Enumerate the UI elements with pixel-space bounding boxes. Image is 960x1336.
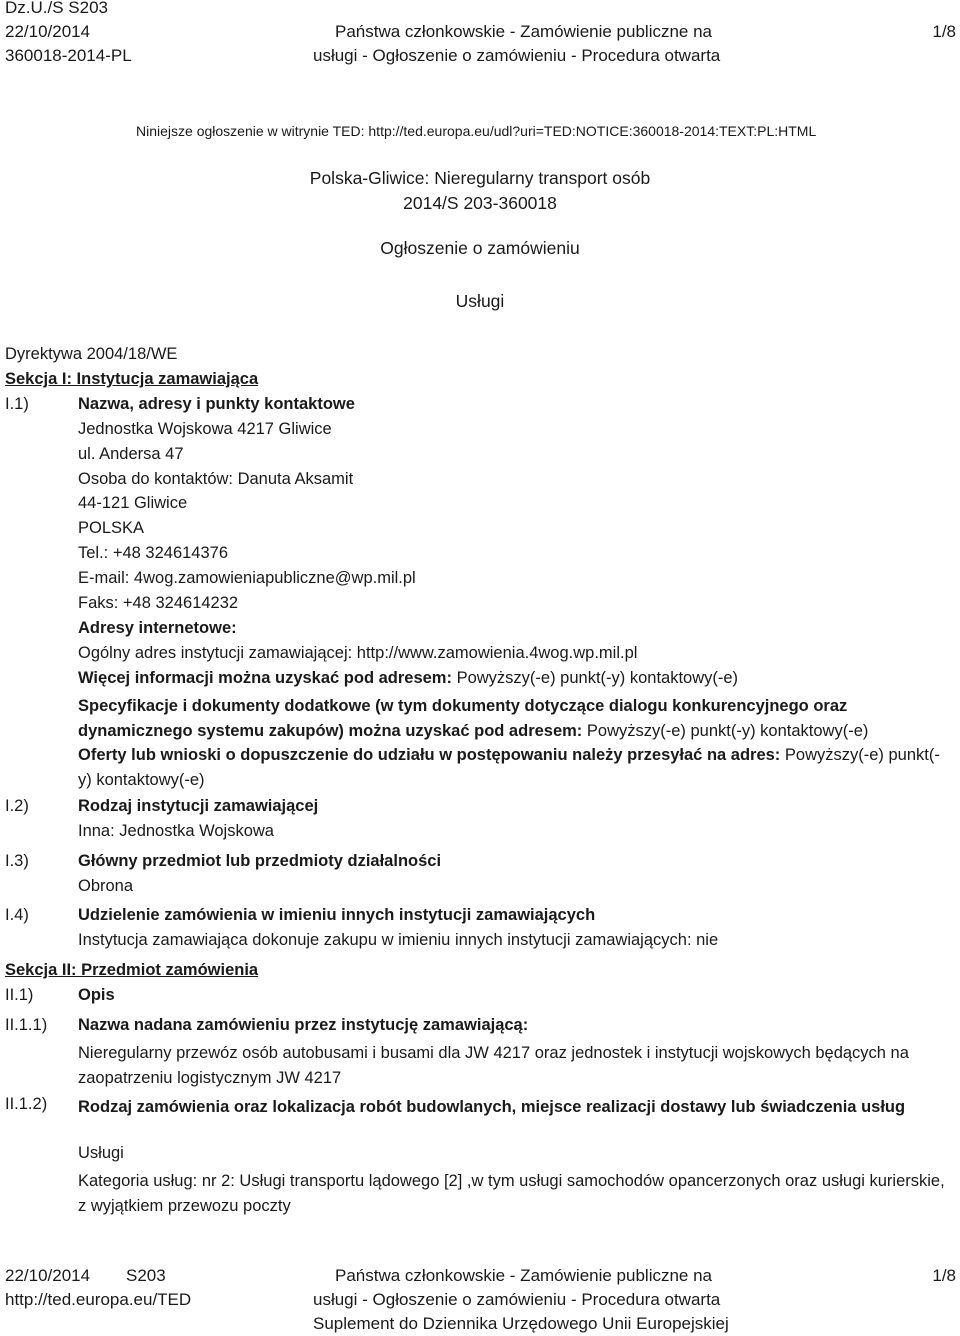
- header-page-number: 1/8: [932, 22, 956, 41]
- footer-page-number: 1/8: [932, 1266, 956, 1285]
- i4-title: Udzielenie zamówienia w imieniu innych instytucji zamawiających: [78, 906, 596, 924]
- notice-link[interactable]: http://ted.europa.eu/udl?uri=TED:NOTICE:360018-2014:TEXT:PL:HTML: [368, 123, 817, 139]
- spec-label: Specyfikacje i dokumenty dodatkowe (w tym dokumenty dotyczące dialogu konkurencyjnego oraz dynamicznego systemu zakupów) można uzyskać pod adresem:: [78, 697, 848, 740]
- header-date: 22/10/2014: [5, 22, 91, 41]
- ii12-type: Usługi: [78, 1144, 124, 1162]
- i4-value: Instytucja zamawiająca dokonuje zakupu w imieniu innych instytucji zamawiających: nie: [78, 931, 719, 949]
- ii1-title: Opis: [78, 986, 115, 1004]
- ii12-title: Rodzaj zamówienia oraz lokalizacja robót budowlanych, miejsce realizacji dostawy lub świadczenia usług: [78, 1098, 906, 1116]
- i2-title: Rodzaj instytucji zamawiającej: [78, 797, 319, 815]
- phone: Tel.: +48 324614376: [78, 544, 229, 562]
- notice-link-prefix: Niniejsze ogłoszenie w witrynie TED:: [136, 123, 369, 139]
- document-title: Polska-Gliwice: Nieregularny transport osób: [309, 168, 651, 188]
- specifications-line: [78, 694, 948, 743]
- footer-title-line2: usługi - Ogłoszenie o zamówieniu - Procedura otwarta: [313, 1290, 721, 1309]
- section1-heading: Sekcja I: Instytucja zamawiająca: [5, 370, 259, 388]
- ii12-number: II.1.2): [5, 1095, 48, 1113]
- fax: Faks: +48 324614232: [78, 594, 239, 612]
- more-info-value: Powyższy(-e) punkt(-y) kontaktowy(-e): [451, 669, 739, 687]
- i2-number: I.2): [5, 797, 29, 815]
- notice-number: 2014/S 203-360018: [403, 193, 557, 213]
- country: POLSKA: [78, 519, 145, 537]
- footer-date: 22/10/2014: [5, 1266, 91, 1285]
- notice-type: Ogłoszenie o zamówieniu: [380, 238, 580, 258]
- doc-id: 360018-2014-PL: [5, 46, 132, 65]
- general-address-label: Ogólny adres instytucji zamawiającej:: [78, 644, 357, 662]
- footer-ted-link[interactable]: http://ted.europa.eu/TED: [5, 1290, 192, 1309]
- header-title-line1: Państwa członkowskie - Zamówienie publiczne na: [335, 22, 713, 41]
- directive: Dyrektywa 2004/18/WE: [5, 345, 178, 363]
- ii1-number: II.1): [5, 986, 34, 1004]
- i1-title: Nazwa, adresy i punkty kontaktowe: [78, 395, 355, 413]
- city: 44-121 Gliwice: [78, 494, 188, 512]
- i1-number: I.1): [5, 395, 29, 413]
- offers-value: Powyższy(-e) punkt(-y) kontaktowy(-e): [78, 746, 940, 789]
- header-title-line2: usługi - Ogłoszenie o zamówieniu - Procedura otwarta: [313, 46, 721, 65]
- contract-type: Usługi: [455, 291, 505, 311]
- i4-number: I.4): [5, 906, 29, 924]
- footer-journal: S203: [126, 1266, 166, 1285]
- ii11-value: Nieregularny przewóz osób autobusami i busami dla JW 4217 oraz jednostek i instytucji wojskowych będących na zaopatrzeniu logistycznym JW 4217: [78, 1044, 909, 1087]
- email-link[interactable]: 4wog.zamowieniapubliczne@wp.mil.pl: [133, 569, 416, 587]
- email-line: [78, 569, 416, 588]
- contact-person: Osoba do kontaktów: Danuta Aksamit: [78, 470, 354, 488]
- ii12-category: Kategoria usług: nr 2: Usługi transportu lądowego [2] ,w tym usługi samochodów opancerzonych oraz usługi kurierskie, z wyjątkiem przewozu poczty: [78, 1172, 945, 1215]
- spec-value: Powyższy(-e) punkt(-y) kontaktowy(-e): [582, 721, 869, 740]
- street: ul. Andersa 47: [78, 445, 184, 463]
- internet-addresses-heading: Adresy internetowe:: [78, 619, 237, 637]
- section2-heading: Sekcja II: Przedmiot zamówienia: [5, 961, 259, 979]
- i3-number: I.3): [5, 852, 29, 870]
- org-name: Jednostka Wojskowa 4217 Gliwice: [78, 420, 332, 438]
- footer-title-line1: Państwa członkowskie - Zamówienie publiczne na: [335, 1266, 713, 1285]
- more-info-line: [78, 669, 738, 688]
- i3-title: Główny przedmiot lub przedmioty działalności: [78, 852, 442, 870]
- notice-link-line: [136, 123, 816, 139]
- journal-ref: Dz.U./S S203: [5, 0, 108, 17]
- i3-value: Obrona: [78, 877, 134, 895]
- general-address-line: [78, 644, 637, 663]
- ii11-title: Nazwa nadana zamówieniu przez instytucję zamawiającą:: [78, 1016, 529, 1034]
- general-address-link[interactable]: http://www.zamowienia.4wog.wp.mil.pl: [356, 644, 638, 662]
- i2-value: Inna: Jednostka Wojskowa: [78, 822, 274, 840]
- ii11-number: II.1.1): [5, 1016, 48, 1034]
- offers-line: [78, 743, 948, 792]
- offers-label: Oferty lub wnioski o dopuszczenie do udziału w postępowaniu należy przesyłać na adres:: [78, 746, 781, 764]
- email-label: E-mail:: [78, 569, 134, 587]
- more-info-label: Więcej informacji można uzyskać pod adresem:: [78, 669, 452, 687]
- footer-supplement: Suplement do Dziennika Urzędowego Unii Europejskiej: [313, 1314, 729, 1333]
